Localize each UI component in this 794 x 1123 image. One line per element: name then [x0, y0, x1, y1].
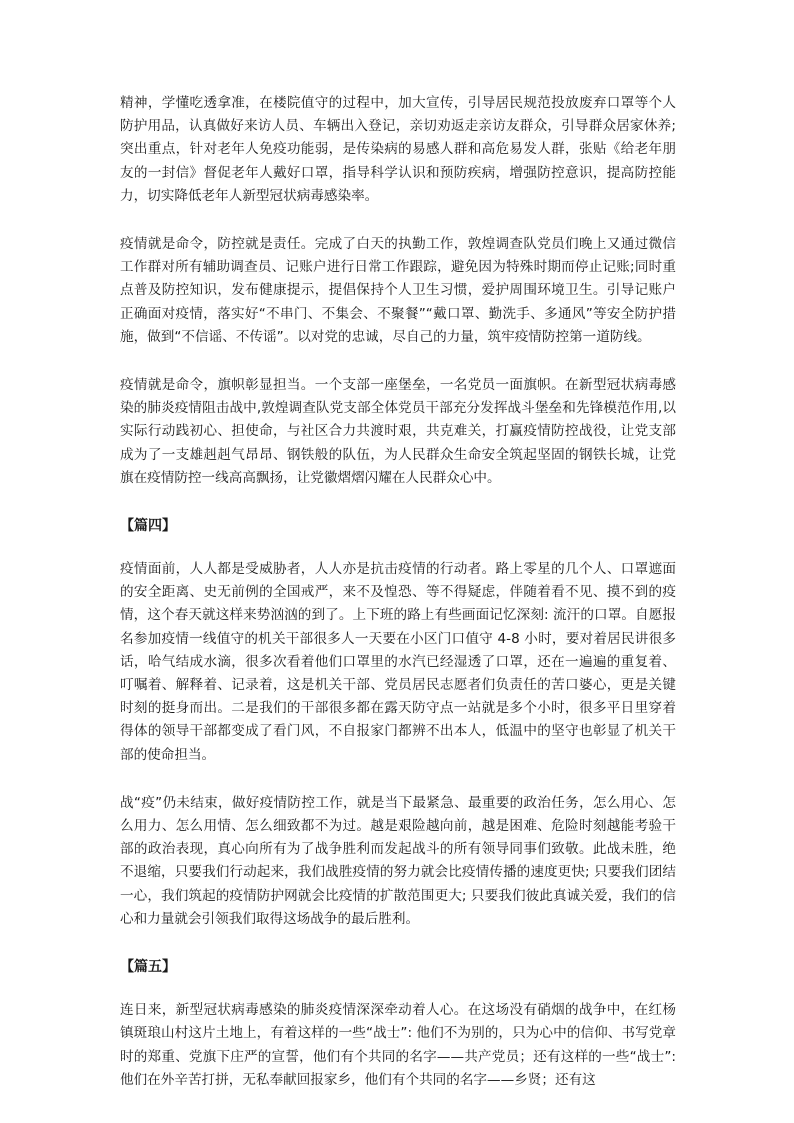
paragraph-banner-responsibility: 疫情就是命令，旗帜彰显担当。一个支部一座堡垒，一名党员一面旗帜。在新型冠状病毒感染的肺炎疫情阻击战中,敦煌调查队党支部全体党员干部充分发挥战斗堡垒和先锋模范作用,以实际行动践初心、担使命，与社区合力共渡时艰，共克难关，打赢疫情防控战役，让党支部成为了一支雄赳赳气昂昂、钢铁般的队伍，为人民群众生命安全筑起坚固的钢铁长城，让党旗在疫情防控一线高高飘扬，让党徽熠熠闪耀在人民群众心中。: [120, 377, 676, 486]
paragraph-prevention-publicity: 精神，学懂吃透拿准，在楼院值守的过程中，加大宣传，引导居民规范投放废弃口罩等个人防护用品，认真做好来访人员、车辆出入登记，亲切劝返走亲访友群众，引导群众居家休养;突出重点，针对老年人免疫功能弱，是传染病的易感人群和高危易发人群，张贴《给老年朋友的一封信》督促老年人戴好口罩，指导科学认识和预防疾病，增强防控意识，提高防控能力，切实降低老年人新型冠状病毒感染率。: [120, 95, 676, 204]
section-heading-part-five: 【篇五】: [120, 959, 176, 976]
paragraph-fight-continues: 战“疫”仍未结束，做好疫情防控工作，就是当下最紧急、最重要的政治任务，怎么用心、怎么用力、怎么用情、怎么细致都不为过。越是艰险越向前，越是困难、危险时刻越能考验干部的政治表现，真心向所有为了战争胜利而发起战斗的所有领导同事们致敬。此战未胜，绝不退缩，只要我们行动起来，我们战胜疫情的努力就会比疫情传播的速度更快; 只要我们团结一心，我们筑起的疫情防护网就会比疫情的扩散范围更大; 只要我们彼此真诚关爱，我们的信心和力量就会引领我们取得这场战争的最后胜利。: [120, 794, 676, 927]
paragraph-village-fighters: 连日来，新型冠状病毒感染的肺炎疫情深深牵动着人心。在这场没有硝烟的战争中，在红杨镇斑琅山村这片土地上，有着这样的一些“战士”: 他们不为别的，只为心中的信仰、书写党章时的郑重、党旗下庄严的宣誓，他们有个共同的名字——共产党员；还有这样的一些“战士”: 他们在外辛苦打拼，无私奉献回报家乡，他们有个共同的名字——乡贤；还有这: [120, 1002, 676, 1088]
section-heading-part-four: 【篇四】: [120, 518, 176, 535]
paragraph-duty-responsibility: 疫情就是命令，防控就是责任。完成了白天的执勤工作，敦煌调查队党员们晚上又通过微信工作群对所有辅助调查员、记账户进行日常工作跟踪，避免因为特殊时期而停止记账;同时重点普及防控知识，发布健康提示，提倡保持个人卫生习惯，爱护周围环境卫生。引导记账户正确面对疫情，落实好“不串门、不集会、不聚餐”“戴口罩、勤洗手、多通风”等安全防护措施，做到“不信谣、不传谣”。以对党的忠诚，尽自己的力量，筑牢疫情防控第一道防线。: [120, 236, 676, 345]
paragraph-frontline-volunteers: 疫情面前，人人都是受威胁者，人人亦是抗击疫情的行动者。路上零星的几个人、口罩遮面的安全距离、史无前例的全国戒严，来不及惶恐、等不得疑虑，伴随着看不见、摸不到的疫情，这个春天就这样来势汹汹的到了。上下班的路上有些画面记忆深刻: 流汗的口罩。自愿报名参加疫情一线值守的机关干部很多人一天要在小区门口值守 4-8 小时，要对着居民讲很多话，哈气结成水滴，很多次看着他们口罩里的水汽已经湿透了口罩，还在一遍遍的重复着、叮嘱着、解释着、记录着，这是机关干部、党员居民志愿者们负责任的苦口婆心，更是关键时刻的挺身而出。二是我们的干部很多都在露天防守点一站就是多个小时，很多平日里穿着得体的领导干部都变成了看门风，不自报家门都辨不出本人，低温中的坚守也彰显了机关干部的使命担当。: [120, 561, 676, 763]
document-body: [120, 92, 676, 1117]
